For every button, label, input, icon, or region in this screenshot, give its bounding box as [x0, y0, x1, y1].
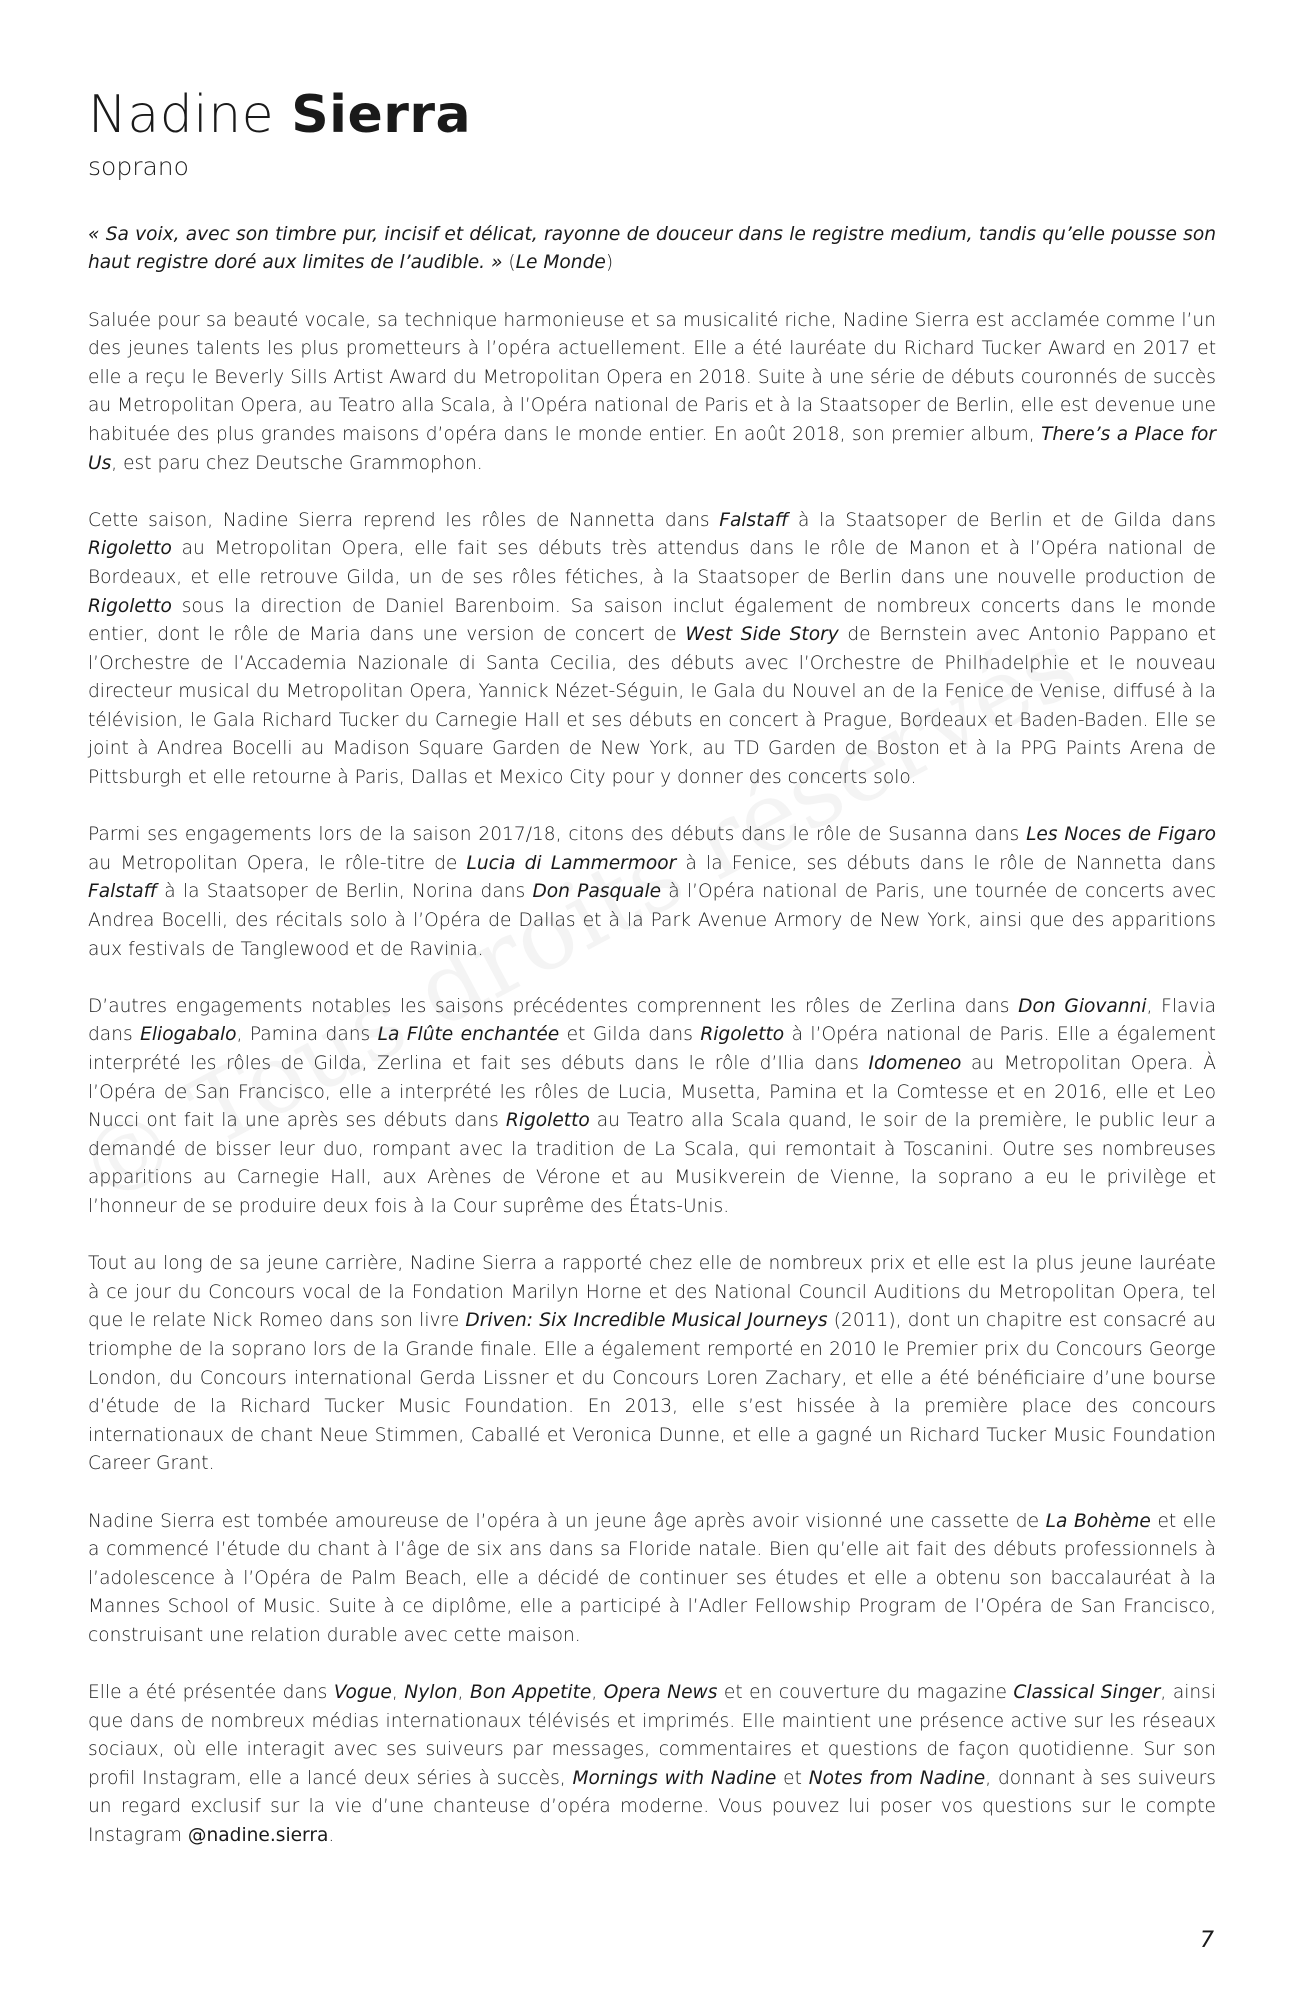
page-number: 7: [1200, 1928, 1214, 1953]
bio-paragraph-7: Elle a été présentée dans Vogue, Nylon, Bon Appetite, Opera News et en couverture du magazine Classical Singer, ainsi que dans de nombreux médias internationaux télévisés et imprimés. Elle maintient une présence active sur les réseaux sociaux, où elle interagit avec ses suiveurs par messages, commentaires et questions de façon quotidienne. Sur son profil Instagram, elle a lancé deux séries à succès, Mornings with Nadine et Notes from Nadine, donnant à ses suiveurs un regard exclusif sur la vie d’une chanteuse d’opéra moderne. Vous pouvez lui poser vos questions sur le compte Instagram @nadine.sierra.: [88, 1682, 1217, 1847]
page-content: [88, 86, 1216, 1879]
bio-paragraph-4: D’autres engagements notables les saisons précédentes comprennent les rôles de Zerlina dans Don Giovanni, Flavia dans Eliogabalo, Pamina dans La Flûte enchantée et Gilda dans Rigoletto à l’Opéra national de Paris. Elle a également interprété les rôles de Gilda, Zerlina et fait ses débuts dans le rôle d’Ilia dans Idomeneo au Metropolitan Opera. À l’Opéra de San Francisco, elle a interprété les rôles de Lucia, Musetta, Pamina et la Comtesse et en 2016, elle et Leo Nucci ont fait la une après ses débuts dans Rigoletto au Teatro alla Scala quand, le soir de la première, le public leur a demandé de bisser leur duo, rompant avec la tradition de La Scala, qui remontait à Toscanini. Outre ses nombreuses apparitions au Carnegie Hall, aux Arènes de Vérone et au Musikverein de Vienne, la soprano a eu le privilège et l’honneur de se produire deux fois à la Cour suprême des États-Unis.: [88, 995, 1217, 1217]
bio-paragraph-1: Saluée pour sa beauté vocale, sa technique harmonieuse et sa musicalité riche, Nadine Sierra est acclamée comme l’un des jeunes talents les plus prometteurs à l’opéra actuellement. Elle a été lauréate du Richard Tucker Award en 2017 et elle a reçu le Beverly Sills Artist Award du Metropolitan Opera en 2018. Suite à une série de débuts couronnés de succès au Metropolitan Opera, au Teatro alla Scala, à l’Opéra national de Paris et à la Staatsoper de Berlin, elle est devenue une habituée des plus grandes maisons d’opéra dans le monde entier. En août 2018, son premier album, There’s a Place for Us, est paru chez Deutsche Grammophon.: [88, 309, 1217, 474]
press-quote: [88, 221, 1216, 278]
album-title: There’s a Place for Us: [88, 423, 1217, 474]
instagram-handle[interactable]: @nadine.sierra: [187, 1825, 329, 1847]
page-title: [88, 86, 1216, 146]
book-title: Driven: Six Incredible Musical Journeys: [465, 1310, 828, 1332]
first-name: Nadine: [88, 85, 275, 145]
last-name: Sierra: [291, 85, 472, 145]
bio-paragraph-2: Cette saison, Nadine Sierra reprend les rôles de Nannetta dans Falstaff à la Staatsoper de Berlin et de Gilda dans Rigoletto au Metropolitan Opera, elle fait ses débuts très attendus dans le rôle de Manon et à l’Opéra national de Bordeaux, et elle retrouve Gilda, un de ses rôles fétiches, à la Staatsoper de Berlin dans une nouvelle production de Rigoletto sous la direction de Daniel Barenboim. Sa saison inclut également de nombreux concerts dans le monde entier, dont le rôle de Maria dans une version de concert de West Side Story de Bernstein avec Antonio Pappano et l’Orchestre de l’Accademia Nazionale di Santa Cecilia, des débuts avec l’Orchestre de Philhadelphie et le nouveau directeur musical du Metropolitan Opera, Yannick Nézet-Séguin, le Gala du Nouvel an de la Fenice de Venise, diffusé à la télévision, le Gala Richard Tucker du Carnegie Hall et ses débuts en concert à Prague, Bordeaux et Baden-Baden. Elle se joint à Andrea Bocelli au Madison Square Garden de New York, au TD Garden de Boston et à la PPG Paints Arena de Pittsburgh et elle retourne à Paris, Dallas et Mexico City pour y donner des concerts solo.: [88, 509, 1216, 789]
quote-source: (Le Monde): [508, 252, 614, 274]
voice-type: soprano: [88, 151, 189, 181]
bio-paragraph-6: Nadine Sierra est tombée amoureuse de l’opéra à un jeune âge après avoir visionné une cassette de La Bohème et elle a commencé l’étude du chant à l’âge de six ans dans sa Floride natale. Bien qu’elle ait fait des débuts professionnels à l’adolescence à l’Opéra de Palm Beach, elle a décidé de continuer ses études et elle a obtenu son baccalauréat à la Mannes School of Music. Suite à ce diplôme, elle a participé à l’Adler Fellowship Program de l’Opéra de San Francisco, construisant une relation durable avec cette maison.: [88, 1510, 1217, 1646]
quote-text: « Sa voix, avec son timbre pur, incisif et délicat, rayonne de douceur dans le registre medium, tandis qu’elle pousse son haut registre doré aux limites de l’audible. »: [88, 223, 1216, 274]
bio-paragraph-3: Parmi ses engagements lors de la saison 2017/18, citons des débuts dans le rôle de Susanna dans Les Noces de Figaro au Metropolitan Opera, le rôle-titre de Lucia di Lammermoor à la Fenice, ses débuts dans le rôle de Nannetta dans Falstaff à la Staatsoper de Berlin, Norina dans Don Pasquale à l’Opéra national de Paris, une tournée de concerts avec Andrea Bocelli, des récitals solo à l’Opéra de Dallas et à la Park Avenue Armory de New York, ainsi que des apparitions aux festivals de Tanglewood et de Ravinia.: [88, 824, 1216, 960]
bio-paragraph-5: Tout au long de sa jeune carrière, Nadine Sierra a rapporté chez elle de nombreux prix et elle est la plus jeune lauréate à ce jour du Concours vocal de la Fondation Marilyn Horne et des National Council Auditions du Metropolitan Opera, tel que le relate Nick Romeo dans son livre Driven: Six Incredible Musical Journeys (2011), dont un chapitre est consacré au triomphe de la soprano lors de la Grande finale. Elle a également remporté en 2010 le Premier prix du Concours George London, du Concours international Gerda Lissner et du Concours Loren Zachary, et elle a été bénéficiaire d’une bourse d’étude de la Richard Tucker Music Foundation. En 2013, elle s’est hissée à la première place des concours internationaux de chant Neue Stimmen, Caballé et Veronica Dunne, et elle a gagné un Richard Tucker Music Foundation Career Grant.: [88, 1253, 1216, 1475]
